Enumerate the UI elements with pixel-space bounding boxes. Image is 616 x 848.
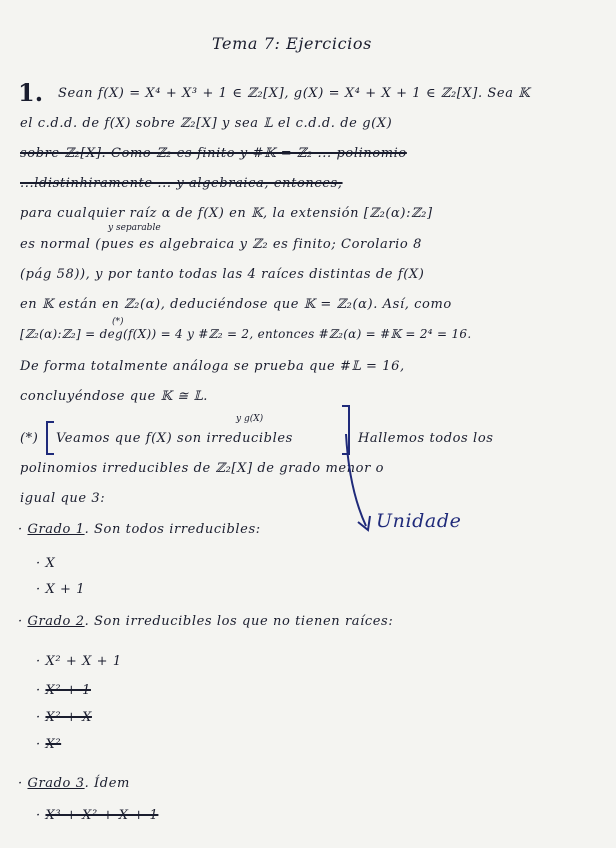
degree-2-item-2: · X² + 1 (36, 683, 91, 698)
degree-1-item-1: · X (36, 556, 56, 571)
degree-3-text: . Ídem (84, 776, 130, 791)
line-7: (pág 58)), y por tanto todas las 4 raíces distintas de f(X) (20, 267, 425, 282)
degree-1-item-2-text: X + 1 (45, 582, 86, 597)
para-line-2: polinomios irreducibles de ℤ₂[X] de grado menor o (20, 461, 385, 476)
line-8: en 𝕂 están en ℤ₂(α), deduciéndose que 𝕂 = ℤ₂(α). Así, como (20, 297, 452, 312)
para-star: (*) (20, 431, 39, 446)
separable-note: y separable (108, 223, 161, 233)
line-4: ...ldistinhiramente ... y algebraica, entonces, (20, 176, 343, 191)
para-line-3: igual que 3: (20, 491, 106, 506)
page-title: Tema 7: Ejercicios (212, 34, 372, 53)
line-10: De forma totalmente análoga se prueba que #𝕃 = 16, (20, 359, 405, 374)
degree-1-item-1-text: X (45, 556, 56, 571)
degree-2-heading: Grado 2 (27, 614, 85, 629)
bullet-icon: · (18, 614, 28, 629)
exercise-number: 1. (18, 78, 44, 107)
degree-2-item-1-text: X² + X + 1 (45, 654, 122, 669)
para-rest-text: Hallemos todos los (358, 431, 494, 446)
line-6: es normal (pues es algebraica y ℤ₂ es finito; Corolario 8 (20, 237, 422, 252)
line-5: para cualquier raíz α de f(X) en 𝕂, la extensión [ℤ₂(α):ℤ₂] (20, 206, 433, 221)
blue-note: Unidade (376, 510, 462, 532)
degree-3-row (18, 776, 130, 791)
degree-2-item-2-text: X² + 1 (45, 683, 91, 698)
degree-2-item-4: · X² (36, 737, 62, 752)
star-note: (*) (112, 317, 124, 327)
line-11: concluyéndose que 𝕂 ≅ 𝕃. (20, 389, 208, 404)
degree-3-item-1-text: X³ + X² + X + 1 (45, 808, 159, 823)
line-1: Sean f(X) = X⁴ + X³ + 1 ∈ ℤ₂[X], g(X) = X⁴ + X + 1 ∈ ℤ₂[X]. Sea 𝕂 (58, 86, 531, 101)
degree-3-item-1: · X³ + X² + X + 1 (36, 808, 159, 823)
degree-2-item-1: · X² + X + 1 (36, 654, 122, 669)
degree-2-text: . Son irreducibles los que no tienen raíces: (84, 614, 394, 629)
gx-note: y g(X) (236, 414, 264, 424)
line-9: [ℤ₂(α):ℤ₂] = deg(f(X)) = 4 y #ℤ₂ = 2, entonces #ℤ₂(α) = #𝕂 = 2⁴ = 16. (20, 327, 472, 341)
degree-1-item-2: · X + 1 (36, 582, 86, 597)
degree-2-item-3-text: X² + X (45, 710, 92, 725)
degree-3-heading: Grado 3 (27, 776, 85, 791)
line-2: el c.d.d. de f(X) sobre ℤ₂[X] y sea 𝕃 el c.d.d. de g(X) (20, 116, 393, 131)
degree-1-text: . Son todos irreducibles: (84, 522, 261, 537)
line-3 (20, 146, 407, 161)
degree-2-row (18, 614, 393, 629)
left-bracket (46, 421, 54, 455)
degree-1-row (18, 522, 261, 537)
bullet-icon: · (18, 776, 28, 791)
degree-2-item-3: · X² + X (36, 710, 92, 725)
degree-2-item-4-text: X² (45, 737, 62, 752)
degree-1-heading: Grado 1 (27, 522, 85, 537)
line-3-text: sobre ℤ₂[X]. Como ℤ₂ es finito y #𝕂 = ℤ₂ ... polinomio (20, 146, 407, 161)
bullet-icon: · (18, 522, 28, 537)
para-bracket-text: Veamos que f(X) son irreducibles (56, 431, 293, 446)
